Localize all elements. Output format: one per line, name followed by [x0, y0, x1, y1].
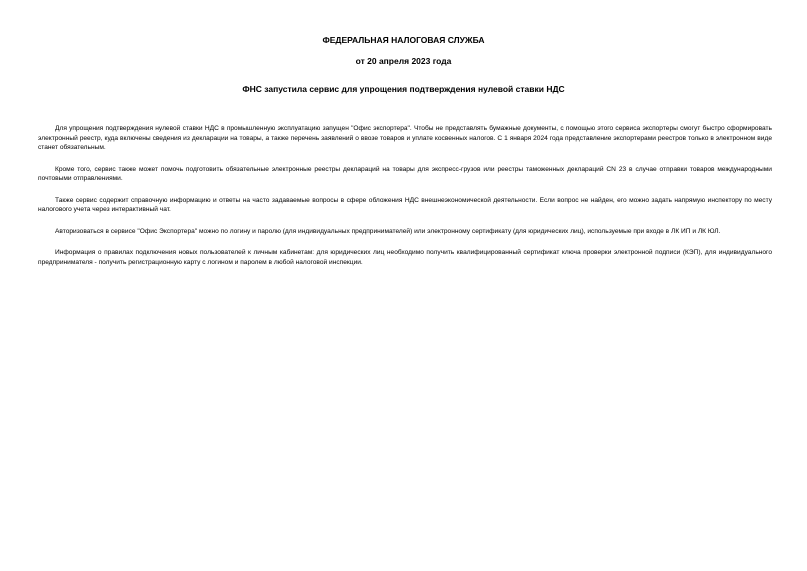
document-body — [38, 124, 772, 279]
paragraph: Для упрощения подтверждения нулевой ставки НДС в промышленную эксплуатацию запущен "Офис экспортера". Чтобы не представлять бумажные документы, с помощью этого сервиса экспортеры смогут быстро сформировать электронный реестр, куда включены сведения из декларации на товары, а также перечень заявлений о ввозе товаров и уплате косвенных налогов. С 1 января 2024 года представление экспортерами реестров только в электронном виде станет обязательным. — [38, 125, 772, 151]
paragraph: Информация о правилах подключения новых пользователей к личным кабинетам: для юридических лиц необходимо получить квалифицированный сертификат ключа проверки электронной подписи (КЭП), для индивидуального предпринимателя - получить регистрационную карту с логином и паролем в любой налоговой инспекции. — [38, 249, 772, 266]
document-title: ФНС запустила сервис для упрощения подтверждения нулевой ставки НДС — [242, 84, 565, 94]
document-date: от 20 апреля 2023 года — [355, 56, 452, 66]
agency-heading: ФЕДЕРАЛЬНАЯ НАЛОГОВАЯ СЛУЖБА — [322, 35, 485, 45]
paragraph: Авторизоваться в сервисе "Офис Экспортера" можно по логину и паролю (для индивидуальных предпринимателей) или электронному сертификату (для юридических лиц), используемые при входе в ЛК ИП и ЛК ЮЛ. — [55, 227, 721, 235]
paragraph: Кроме того, сервис также может помочь подготовить обязательные электронные реестры деклараций на товары для экспресс-грузов или реестры таможенных деклараций CN 23 в случае отправки товаров международными почтовыми отправлениями. — [38, 165, 772, 182]
paragraph: Также сервис содержит справочную информацию и ответы на часто задаваемые вопросы в сфере обложения НДС внешнеэкономической деятельности. Если вопрос не найден, его можно задать напрямую инспектору по месту налогового учета через интерактивный чат. — [38, 196, 772, 213]
